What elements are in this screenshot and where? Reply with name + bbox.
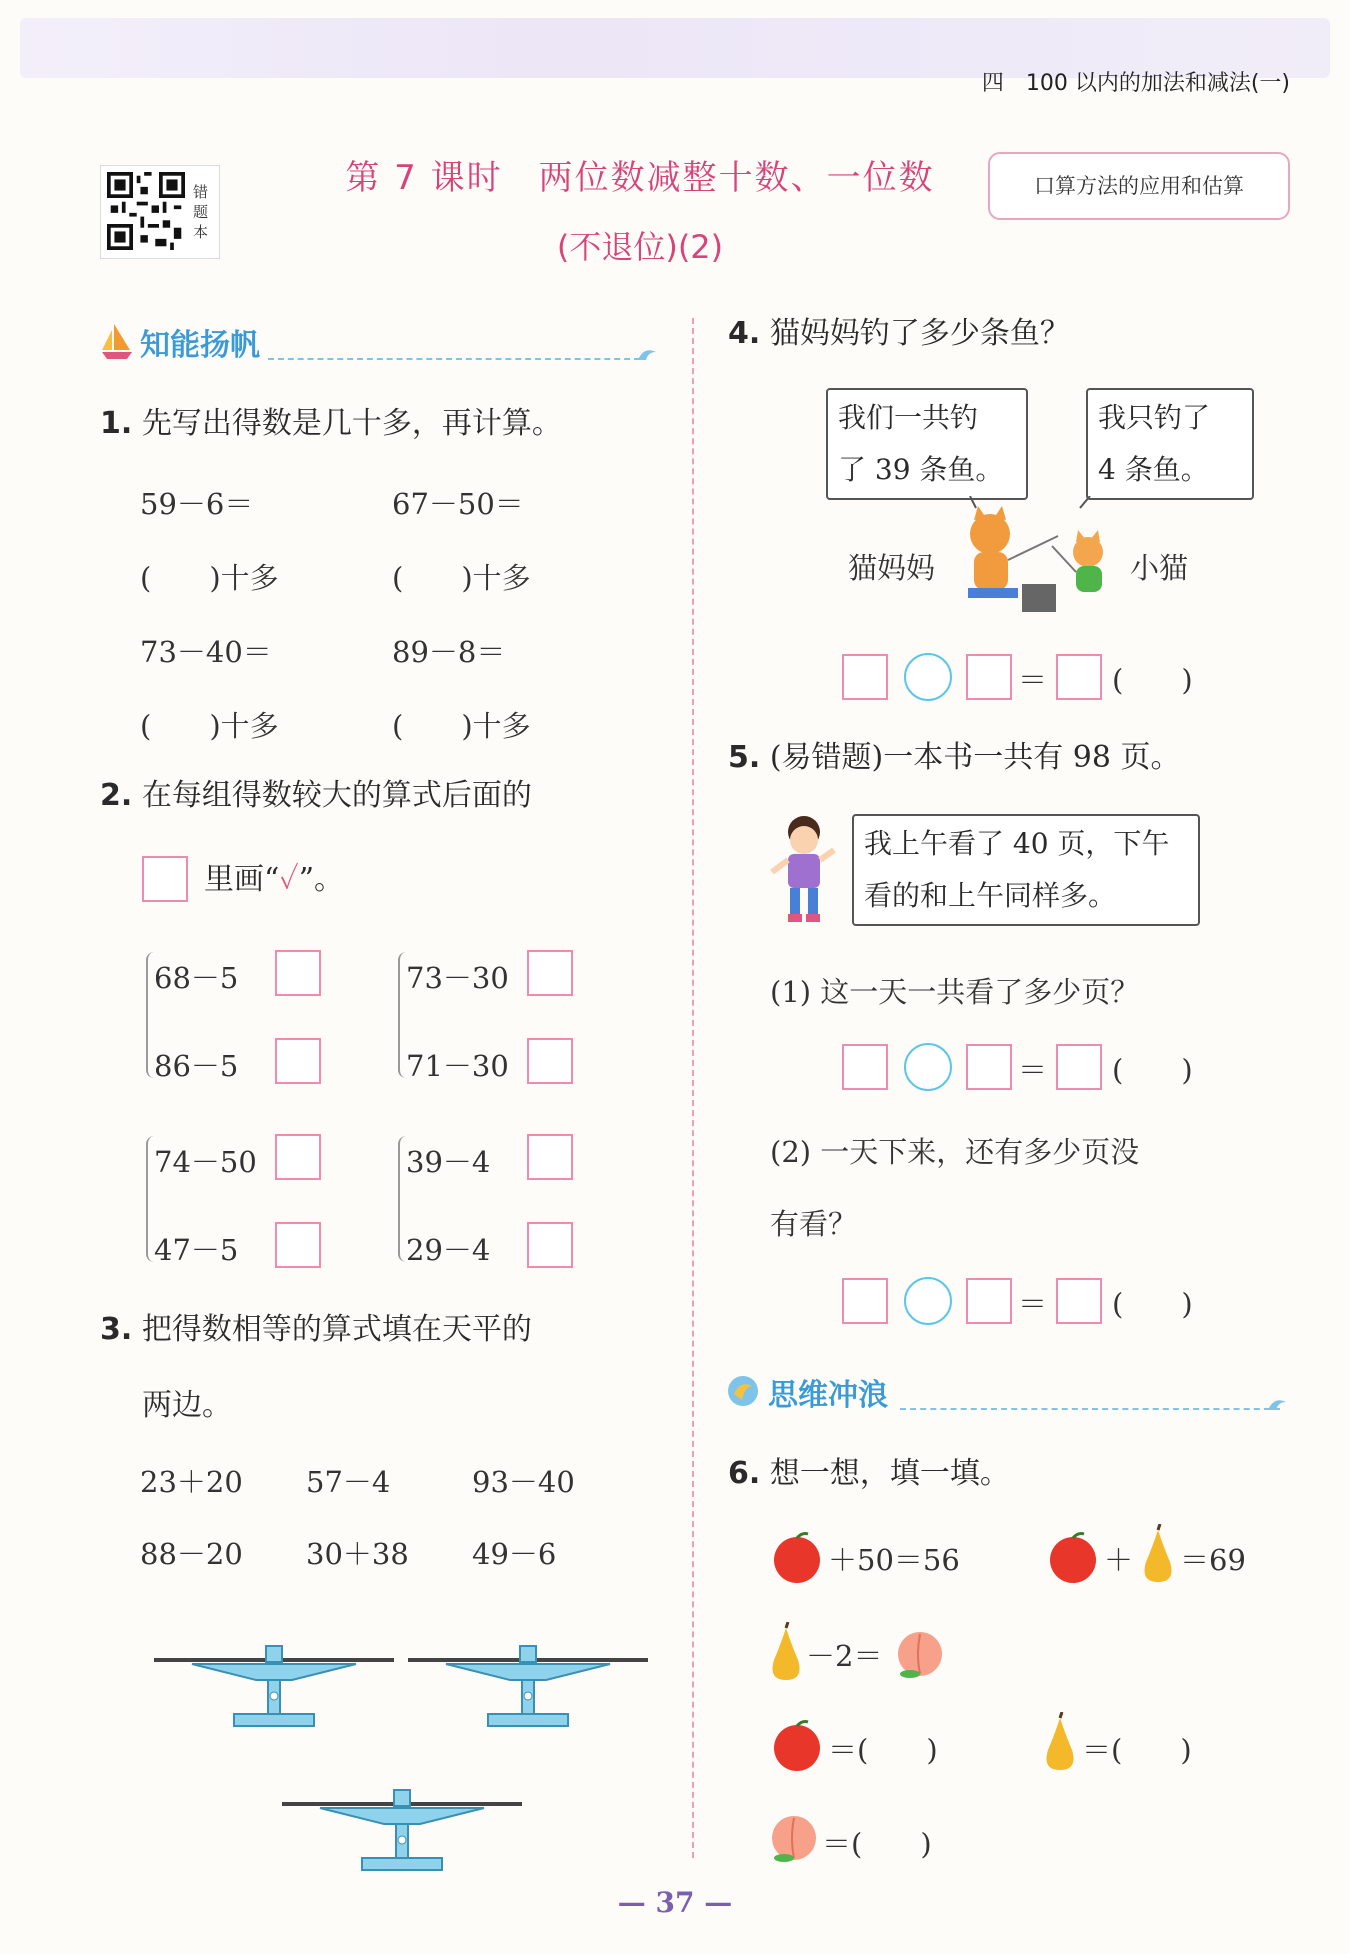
answer-square[interactable] [1056,654,1102,700]
q3-expr: 49－6 [472,1537,557,1571]
pear-icon [1138,1524,1178,1586]
q2-number: 2. [100,778,133,813]
pear-answer-blank[interactable]: ＝( ) [1082,1733,1192,1767]
q6-text: 想一想，填一填。 [769,1456,1010,1491]
q3-expr: 93－40 [472,1465,575,1499]
q3-expr: 57－4 [306,1465,391,1499]
q2-answer-square[interactable] [527,1222,573,1268]
fishing-cats-illustration [940,496,1120,616]
answer-square[interactable] [842,654,888,700]
q1-expr-2: 67－50＝ [392,487,524,521]
q2-answer-square[interactable] [275,1222,321,1268]
wave-swirl-icon [726,1374,760,1408]
q2-expr: 39－4 [406,1145,491,1179]
girl-illustration [762,810,842,930]
q2-expr: 86－5 [154,1049,239,1083]
question-3 [100,1310,532,1350]
q2-expr: 29－4 [406,1233,491,1267]
sailboat-icon [100,322,134,360]
qr-code-icon [107,172,185,250]
q2-expr: 74－50 [154,1145,257,1179]
q2-line2 [204,860,344,900]
equals-sign: ＝ [1018,1287,1048,1321]
q2-expr: 47－5 [154,1233,239,1267]
balance-scale-icon[interactable] [152,1640,396,1732]
question-4 [728,314,1070,354]
pear-icon [1040,1712,1080,1774]
section-line [900,1408,1280,1410]
equals-sign: ＝ [1018,1053,1048,1087]
operator-circle[interactable] [904,653,952,701]
q3-number: 3. [100,1312,133,1347]
q2-line1: 在每组得数较大的算式后面的 [141,778,532,813]
unit-blank[interactable]: ( ) [1112,1287,1193,1321]
peach-icon [766,1810,822,1864]
q3-line2: 两边。 [142,1388,232,1423]
q2-expr: 71－30 [406,1049,509,1083]
chapter-heading: 四 100 以内的加法和减法(一) [981,71,1290,96]
bubble-line: 我只钓了 [1098,401,1211,434]
topic-tag: 口算方法的应用和估算 [988,152,1290,220]
pear-icon [766,1622,806,1684]
apple-answer-blank[interactable]: ＝( ) [828,1733,938,1767]
q2-answer-square[interactable] [275,1038,321,1084]
qr-label: 错题本 [193,183,209,241]
lesson-title: 第 7 课时 两位数减整十数、一位数 [345,158,935,198]
balance-scale-icon[interactable] [280,1784,524,1876]
answer-square[interactable] [842,1044,888,1090]
answer-square[interactable] [966,654,1012,700]
q1-blank-4[interactable]: ( )十多 [392,709,531,743]
apple-icon [768,1530,826,1584]
q2-line2-text: 里画“ [204,862,280,897]
column-divider [692,318,694,1858]
q1-expr-1: 59－6＝ [140,487,254,521]
answer-square[interactable] [842,1278,888,1324]
q6-eq2-result: ＝69 [1180,1543,1246,1577]
q3-expr: 88－20 [140,1537,243,1571]
q1-number: 1. [100,406,133,441]
q5-sub2-line2: 有看？ [770,1207,858,1241]
question-1 [100,404,562,444]
bubble-line: 看的和上午同样多。 [864,879,1117,912]
check-mark-icon: ✓ [279,862,299,897]
unit-blank[interactable]: ( ) [1112,663,1193,697]
label-mother-cat: 猫妈妈 [848,551,936,585]
unit-blank[interactable]: ( ) [1112,1053,1193,1087]
section-title-siwei: 思维冲浪 [768,1378,888,1413]
equals-sign: ＝ [1018,663,1048,697]
answer-square[interactable] [1056,1044,1102,1090]
section-title-zhineng: 知能扬帆 [140,328,260,363]
q4-text: 猫妈妈钓了多少条鱼？ [769,316,1070,351]
q3-line1: 把得数相等的算式填在天平的 [141,1312,532,1347]
q6-eq3: －2＝ [806,1639,883,1673]
answer-square[interactable] [966,1044,1012,1090]
peach-answer-blank[interactable]: ＝( ) [822,1827,932,1861]
bubble-line: 了 39 条鱼。 [838,453,1004,486]
wave-icon [1266,1394,1288,1412]
bubble-line: 我上午看了 40 页，下午 [864,827,1170,860]
q2-answer-square[interactable] [275,950,321,996]
answer-square[interactable] [1056,1278,1102,1324]
q2-expr: 73－30 [406,961,509,995]
operator-circle[interactable] [904,1277,952,1325]
q6-number: 6. [728,1456,761,1491]
operator-circle[interactable] [904,1043,952,1091]
q2-answer-square[interactable] [275,1134,321,1180]
q5-sub1: (1) 这一天一共看了多少页？ [770,975,1140,1009]
q1-expr-3: 73－40＝ [140,635,272,669]
apple-icon [768,1718,826,1772]
section-line [268,358,640,360]
peach-icon [892,1626,948,1680]
speech-bubble-girl [852,814,1200,926]
q1-blank-1[interactable]: ( )十多 [140,561,279,595]
answer-square[interactable] [966,1278,1012,1324]
speech-bubble-mother [826,388,1028,500]
page-number: — 37 — [617,1886,733,1919]
apple-icon [1044,1530,1102,1584]
q2-sample-square [142,856,188,902]
plus-sign: ＋ [1104,1543,1134,1577]
question-6 [728,1454,1010,1494]
balance-scale-icon[interactable] [406,1640,650,1732]
q1-expr-4: 89－8＝ [392,635,506,669]
q1-text: 先写出得数是几十多，再计算。 [141,406,562,441]
q1-blank-3[interactable]: ( )十多 [140,709,279,743]
qr-code-box[interactable] [100,165,220,259]
q3-expr: 30＋38 [306,1537,409,1571]
bubble-line: 我们一共钓 [838,401,979,434]
wave-icon [636,344,658,362]
q5-sub2-line1: (2) 一天下来，还有多少页没 [770,1135,1140,1169]
q5-number: 5. [728,740,761,775]
bubble-line: 4 条鱼。 [1098,453,1209,486]
question-2 [100,776,532,816]
label-kitten: 小猫 [1130,551,1189,585]
q2-line2-end: ”。 [298,862,345,897]
speech-bubble-kitten [1086,388,1254,500]
lesson-subtitle: (不退位)(2) [556,228,724,266]
q2-expr: 68－5 [154,961,239,995]
q2-answer-square[interactable] [527,950,573,996]
q6-eq1: ＋50＝56 [828,1543,960,1577]
q4-number: 4. [728,316,761,351]
question-5 [728,738,1180,778]
q5-text: (易错题)一本书一共有 98 页。 [769,740,1181,775]
q2-answer-square[interactable] [527,1038,573,1084]
q3-expr: 23＋20 [140,1465,243,1499]
q1-blank-2[interactable]: ( )十多 [392,561,531,595]
q2-answer-square[interactable] [527,1134,573,1180]
